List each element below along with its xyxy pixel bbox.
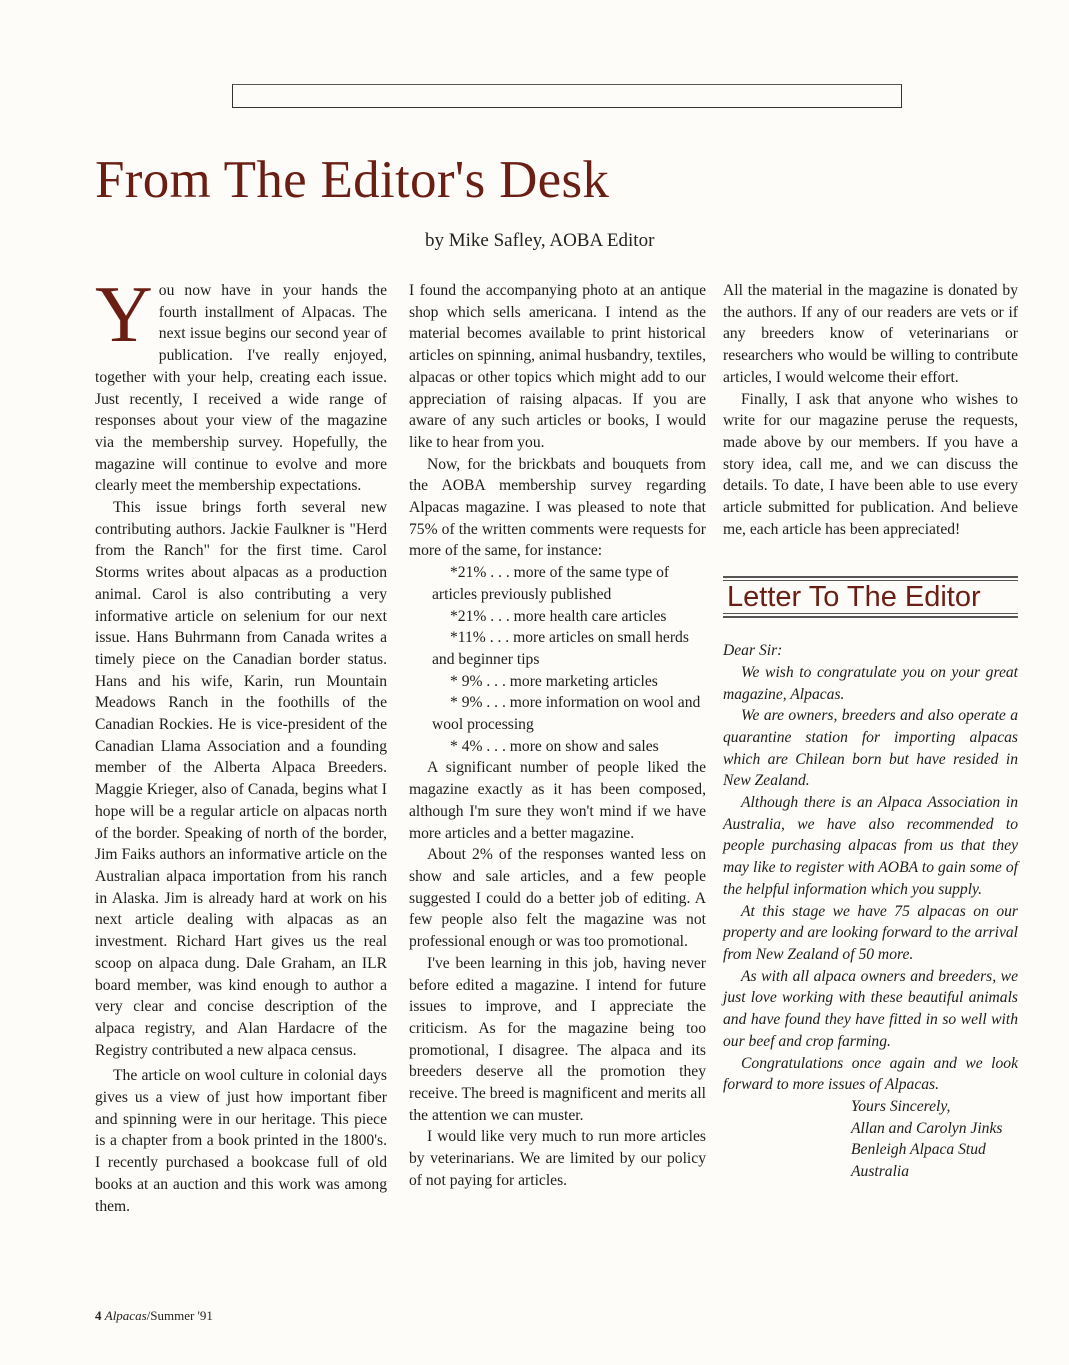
survey-stat: * 9% . . . more marketing articles (450, 672, 658, 690)
page-number: 4 (95, 1308, 102, 1323)
letter-stud-name: Benleigh Alpaca Stud (851, 1141, 986, 1159)
letter-salutation: Dear Sir: (723, 642, 783, 660)
letter-paragraph: Although there is an Alpaca Association in Australia, we have also recommended to people purchasing alpacas from us that they may like to register with AOBA to gain some of the helpful information which you supply. (723, 794, 1018, 898)
drop-cap: Y (95, 271, 153, 359)
survey-stat: *11% . . . more articles on small herds and beginner tips (432, 629, 689, 668)
column-2 (409, 280, 706, 1192)
letter-paragraph: At this stage we have 75 alpacas on our property and are looking forward to the arrival from New Zealand of 50 more. (723, 902, 1018, 963)
column-3 (723, 280, 1018, 1183)
letter-country: Australia (851, 1163, 910, 1181)
paragraph: About 2% of the responses wanted less on show and sale articles, and a few people suggested I could do a better job of editing. A few people also felt the magazine was not professional enough or was too promotional. (409, 846, 706, 951)
intro-text: ou now have in your hands the fourth installment of Alpacas. The next issue begins our second year of publication. I've really enjoyed, together with your help, creating each issue. Just recently, I received a wide range of responses about your view of the magazine via the membership survey. Hopefully, the magazine will continue to evolve and more clearly meet the membership expectations. (95, 282, 387, 495)
paragraph: I've been learning in this job, having never before edited a magazine. I intend for future issues to improve, and I appreciate the criticism. As for the magazine being too promotional, I disagree. The alpaca and its breeders deserve all the promotion they receive. The breed is magnificent and merits all the attention we can muster. (409, 954, 706, 1124)
letter-bottom-rule (723, 613, 1018, 618)
survey-stat: * 9% . . . more information on wool and wool processing (432, 694, 701, 734)
letter-title: Letter To The Editor (727, 581, 981, 614)
byline: by Mike Safley, AOBA Editor (425, 230, 655, 251)
paragraph: The article on wool culture in colonial days gives us a view of just how important fiber and spinning were in our heritage. This piece is a chapter from a book printed in the 1800's. I recently purchased a bookcase full of old books at an auction and this work was among them. (95, 1067, 387, 1215)
footer-magazine: Alpacas (104, 1308, 147, 1323)
letter-paragraph: We wish to congratulate you on your great magazine, Alpacas. (723, 663, 1018, 703)
paragraph: Finally, I ask that anyone who wishes to write for our magazine peruse the requests, made above by our members. If you have a story idea, call me, and we can discuss the details. To date, I have been able to use every article submitted for publication. And believe me, each article has been appreciated! (723, 390, 1018, 538)
survey-stat: *21% . . . more of the same type of articles previously published (432, 564, 670, 603)
page-title: From The Editor's Desk (95, 151, 610, 209)
column-1 (95, 271, 387, 1217)
paragraph: All the material in the magazine is donated by the authors. If any of our readers are vets or if any breeders know of veterinarians or researchers who would be willing to contribute articles, I would welcome their effort. (723, 282, 1018, 386)
letter-paragraph: We are owners, breeders and also operate a quarantine station for importing alpacas which are Chilean born but have resided in New Zealand. (723, 707, 1018, 790)
letter-paragraph: Congratulations once again and we look forward to more issues of Alpacas. (723, 1054, 1018, 1094)
paragraph: I found the accompanying photo at an antique shop which sells americana. I intend as the material becomes available to print historical articles on spinning, animal husbandry, textiles, alpacas or other topics which might add to our appreciation of raising alpacas. If you are aware of any such articles or books, I would like to hear from you. (409, 282, 706, 451)
header-rule-box (232, 84, 902, 108)
intro-paragraph (95, 271, 387, 497)
page-footer (95, 1308, 213, 1324)
paragraph: Now, for the brickbats and bouquets from the AOBA membership survey regarding Alpacas magazine. I was pleased to note that 75% of the written comments were requests for more of the same, for instance: (409, 455, 706, 560)
footer-issue: /Summer '91 (146, 1308, 213, 1323)
letter-signatories: Allan and Carolyn Jinks (851, 1119, 1003, 1137)
paragraph: A significant number of people liked the magazine exactly as it has been composed, although I'm sure they won't mind if we have more articles and a better magazine. (409, 759, 706, 842)
survey-stat: *21% . . . more health care articles (450, 607, 667, 625)
letter-closing: Yours Sincerely, (851, 1097, 951, 1115)
survey-stat: * 4% . . . more on show and sales (450, 737, 659, 755)
paragraph: I would like very much to run more articles by veterinarians. We are limited by our policy of not paying for articles. (409, 1128, 706, 1189)
letter-paragraph: As with all alpaca owners and breeders, we just love working with these beautiful animals and have found they have fitted in so well with our beef and crop farming. (723, 967, 1018, 1050)
paragraph: This issue brings forth several new contributing authors. Jackie Faulkner is "Herd from the Ranch" for the first time. Carol Storms writes about alpacas as a production animal. Carol is also contributing a very informative article on selenium for our next issue. Hans Buhrmann from Canada writes a timely piece on the Canadian border status. Hans and his wife, Karin, run Mountain Meadows Ranch in the foothills of the Canadian Rockies. He is vice-president of the Canadian Llama Association and a founding member of the Alberta Alpaca Breeders. Maggie Krieger, also of Canada, begins what I hope will be a regular article on alpacas north of the border. Speaking of north of the border, Jim Faiks authors an informative article on the Australian alpaca importation from his ranch in Alaska. Jim is already hard at work on his next article dealing with alpacas as an investment. Richard Hart gives us the real scoop on alpaca dung. Dale Graham, an ILR board member, was kind enough to author a very clear and concise description of the alpaca registry, and Alan Hardacre of the Registry contributed a new alpaca census. (95, 499, 387, 1059)
letter-body (723, 640, 1018, 1183)
